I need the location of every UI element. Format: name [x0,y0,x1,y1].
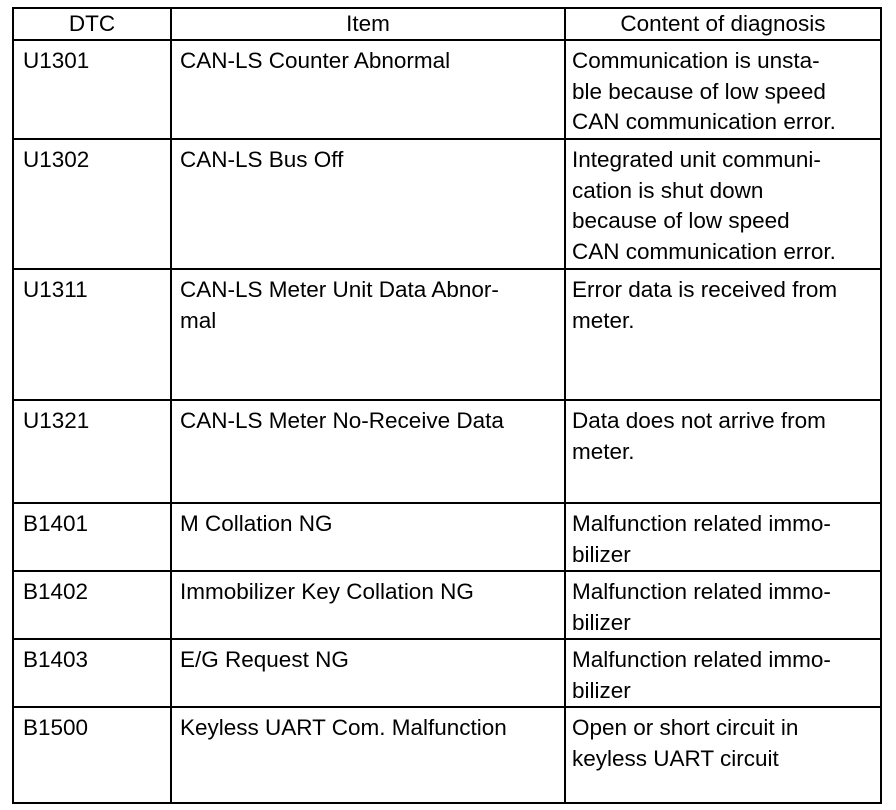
dtc-code-cell: U1301 [13,40,171,139]
table-row [13,269,881,400]
header-content: Content of diagnosis [565,8,881,40]
table-row [13,40,881,139]
item-cell: M Collation NG [171,503,565,571]
diagnosis-cell: Data does not arrive from meter. [565,400,881,503]
table-body [13,40,881,803]
dtc-code-cell: B1401 [13,503,171,571]
dtc-code-cell: U1302 [13,139,171,269]
header-row [13,8,881,40]
table-row [13,707,881,803]
diagnosis-cell: Malfunction related immo- bilizer [565,571,881,639]
table-row [13,400,881,503]
item-cell: CAN-LS Meter No-Receive Data [171,400,565,503]
table-row [13,503,881,571]
dtc-code-cell: U1321 [13,400,171,503]
header-item: Item [171,8,565,40]
dtc-table [12,7,882,804]
item-cell: CAN-LS Bus Off [171,139,565,269]
header-dtc: DTC [13,8,171,40]
table-row [13,139,881,269]
item-cell: CAN-LS Meter Unit Data Abnor- mal [171,269,565,400]
diagnosis-cell: Malfunction related immo- bilizer [565,503,881,571]
table-row [13,571,881,639]
item-cell: Immobilizer Key Collation NG [171,571,565,639]
dtc-code-cell: B1402 [13,571,171,639]
diagnosis-cell: Error data is received from meter. [565,269,881,400]
table-row [13,639,881,707]
dtc-code-cell: B1500 [13,707,171,803]
table-header [13,8,881,40]
item-cell: E/G Request NG [171,639,565,707]
dtc-code-cell: B1403 [13,639,171,707]
item-cell: CAN-LS Counter Abnormal [171,40,565,139]
diagnosis-cell: Communication is unsta- ble because of low speed CAN communication error. [565,40,881,139]
diagnosis-cell: Malfunction related immo- bilizer [565,639,881,707]
diagnosis-cell: Open or short circuit in keyless UART circuit [565,707,881,803]
diagnosis-cell: Integrated unit communi- cation is shut down because of low speed CAN communication error. [565,139,881,269]
item-cell: Keyless UART Com. Malfunction [171,707,565,803]
dtc-code-cell: U1311 [13,269,171,400]
